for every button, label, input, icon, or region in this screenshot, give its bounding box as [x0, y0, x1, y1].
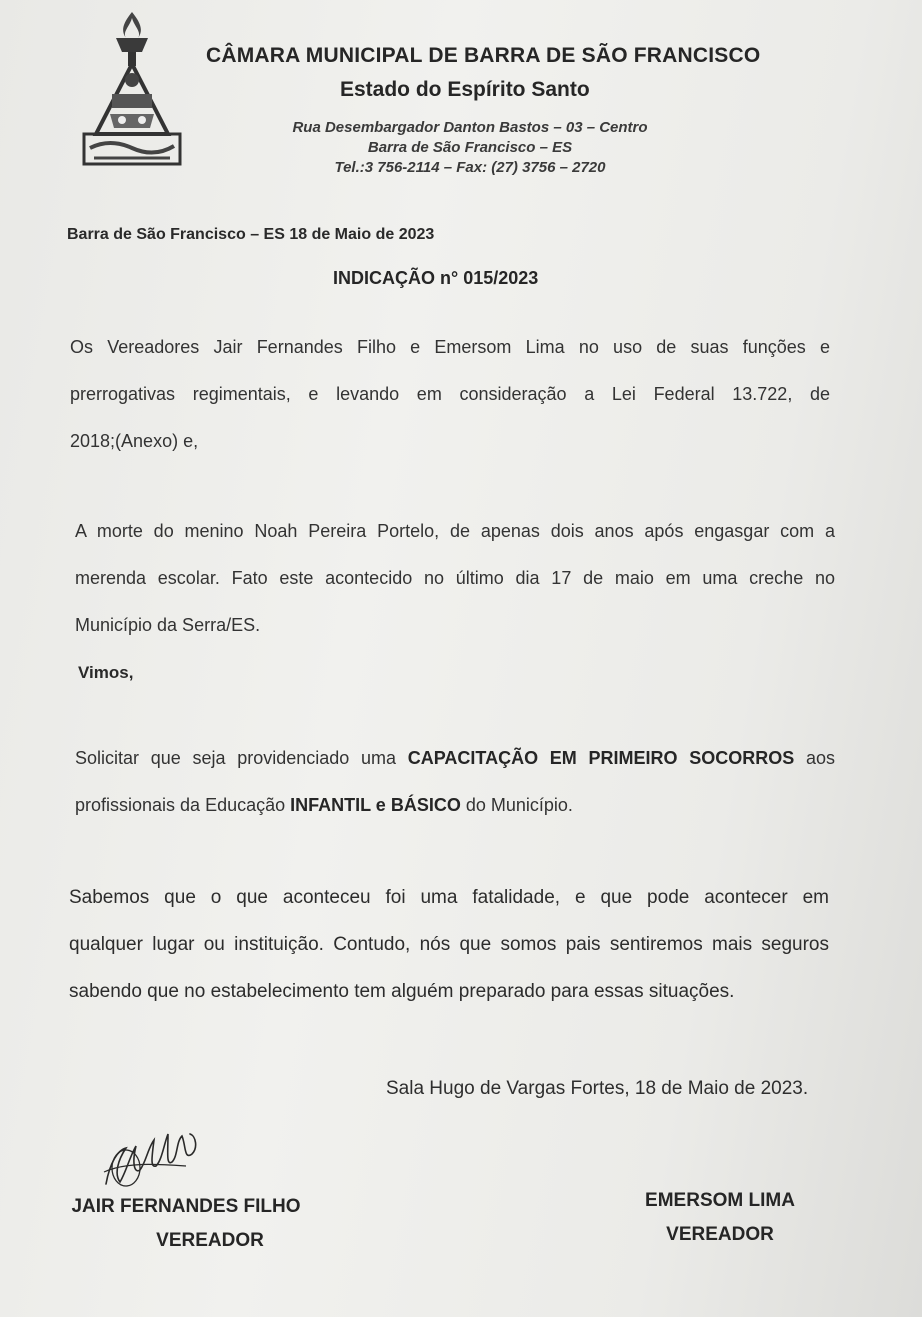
state-name: Estado do Espírito Santo — [340, 78, 590, 101]
text-line — [75, 782, 835, 829]
paragraph-incident — [75, 508, 835, 649]
paragraph-intro — [70, 324, 830, 465]
text-line: Município da Serra/ES. — [75, 615, 261, 635]
signer-role: VEREADOR — [666, 1224, 774, 1245]
text-line: merenda escolar. Fato este acontecido no último dia 17 de maio em uma creche no — [75, 568, 835, 588]
vimos-label: Vimos, — [78, 663, 134, 682]
text-line: sabendo que no estabelecimento tem alguém preparado para essas situações. — [69, 981, 735, 1002]
signer-role: VEREADOR — [156, 1230, 264, 1251]
paragraph-request — [75, 735, 835, 829]
request-text-end: aos — [794, 748, 835, 768]
request-text: profissionais da Educação — [75, 795, 291, 815]
address-line: Rua Desembargador Danton Bastos – 03 – Centro — [292, 119, 648, 136]
paragraph-justification — [69, 874, 829, 1015]
address-line: Barra de São Francisco – ES — [367, 139, 573, 156]
signer-name: JAIR FERNANDES FILHO — [71, 1196, 301, 1217]
request-highlight: INFANTIL e BÁSICO — [290, 795, 461, 815]
signature-block-right — [630, 1184, 810, 1252]
closing-line: Sala Hugo de Vargas Fortes, 18 de Maio de 2023. — [386, 1078, 809, 1099]
text-line: Sabemos que o que aconteceu foi uma fatalidade, e que pode acontecer em — [69, 887, 829, 908]
signature-block-left — [56, 1190, 316, 1258]
request-text-end: do Município. — [460, 795, 573, 815]
request-text: Solicitar que seja providenciado uma — [75, 748, 408, 768]
handwritten-signature — [96, 1122, 206, 1196]
institution-name: CÂMARA MUNICIPAL DE BARRA DE SÃO FRANCISCO — [206, 44, 761, 67]
text-line: qualquer lugar ou instituição. Contudo, nós que somos pais sentiremos mais seguros — [69, 934, 829, 955]
text-line: prerrogativas regimentais, e levando em consideração a Lei Federal 13.722, de — [70, 384, 830, 404]
document-title: INDICAÇÃO n° 015/2023 — [333, 268, 539, 288]
contact-line: Tel.:3 756-2114 – Fax: (27) 3756 – 2720 — [334, 159, 606, 176]
text-line — [75, 735, 835, 782]
text-line: Os Vereadores Jair Fernandes Filho e Emersom Lima no uso de suas funções e — [70, 337, 830, 357]
place-date: Barra de São Francisco – ES 18 de Maio de 2023 — [67, 226, 435, 243]
text-line: 2018;(Anexo) e, — [70, 431, 199, 451]
signer-name: EMERSOM LIMA — [645, 1190, 795, 1211]
municipal-coat-of-arms-icon — [80, 8, 184, 168]
request-highlight: CAPACITAÇÃO EM PRIMEIRO SOCORROS — [407, 748, 795, 768]
header-address — [250, 118, 690, 178]
text-line: A morte do menino Noah Pereira Portelo, de apenas dois anos após engasgar com a — [75, 521, 835, 541]
